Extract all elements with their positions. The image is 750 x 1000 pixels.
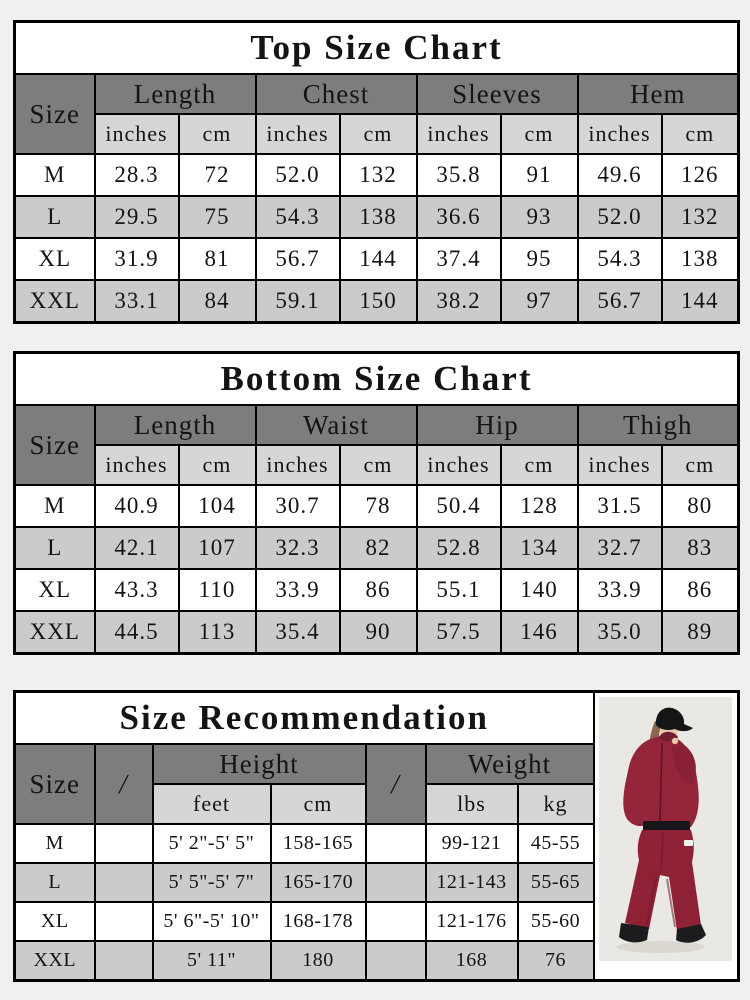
table-row — [15, 74, 739, 114]
unit-header: inches — [256, 445, 340, 485]
data-cell: 5' 11" — [153, 941, 271, 981]
data-cell: 38.2 — [417, 280, 501, 323]
unit-header: inches — [417, 445, 501, 485]
table-row — [15, 114, 739, 154]
data-cell: 33.9 — [578, 569, 662, 611]
data-cell: 158-165 — [271, 824, 366, 863]
data-cell: 5' 6"-5' 10" — [153, 902, 271, 941]
data-cell: 128 — [501, 485, 578, 527]
size-row-label: M — [15, 154, 95, 196]
group-header-hip: Hip — [417, 405, 578, 445]
data-cell: 43.3 — [95, 569, 179, 611]
data-cell: 132 — [340, 154, 417, 196]
data-cell: 78 — [340, 485, 417, 527]
empty-cell — [95, 941, 153, 981]
data-cell: 144 — [662, 280, 739, 323]
data-cell: 31.9 — [95, 238, 179, 280]
data-cell: 56.7 — [256, 238, 340, 280]
data-cell: 121-143 — [426, 863, 518, 902]
data-cell: 134 — [501, 527, 578, 569]
table-row — [15, 405, 739, 445]
data-cell: 37.4 — [417, 238, 501, 280]
size-row-label: L — [15, 863, 95, 902]
data-cell: 138 — [340, 196, 417, 238]
data-cell: 54.3 — [578, 238, 662, 280]
unit-header: cm — [179, 445, 256, 485]
data-cell: 93 — [501, 196, 578, 238]
data-cell: 33.1 — [95, 280, 179, 323]
table-row — [15, 485, 739, 527]
data-cell: 42.1 — [95, 527, 179, 569]
empty-cell — [366, 863, 426, 902]
data-cell: 28.3 — [95, 154, 179, 196]
group-header-weight: Weight — [426, 744, 594, 784]
data-cell: 140 — [501, 569, 578, 611]
data-cell: 52.8 — [417, 527, 501, 569]
data-cell: 5' 5"-5' 7" — [153, 863, 271, 902]
data-cell: 45-55 — [518, 824, 594, 863]
unit-header: cm — [340, 445, 417, 485]
empty-cell — [95, 902, 153, 941]
unit-header: cm — [501, 445, 578, 485]
data-cell: 80 — [662, 485, 739, 527]
size-header: Size — [15, 405, 95, 485]
empty-cell — [366, 941, 426, 981]
table-row — [15, 611, 739, 654]
data-cell: 83 — [662, 527, 739, 569]
recommendation-title: Size Recommendation — [15, 692, 594, 745]
data-cell: 55-60 — [518, 902, 594, 941]
data-cell: 35.4 — [256, 611, 340, 654]
data-cell: 86 — [662, 569, 739, 611]
bottom-chart-title: Bottom Size Chart — [15, 353, 739, 406]
table-row — [15, 445, 739, 485]
unit-header-feet: feet — [153, 784, 271, 824]
floor-shadow — [617, 941, 705, 953]
data-cell: 35.8 — [417, 154, 501, 196]
unit-header: inches — [417, 114, 501, 154]
data-cell: 89 — [662, 611, 739, 654]
size-row-label: XL — [15, 238, 95, 280]
unit-header-cm: cm — [271, 784, 366, 824]
data-cell: 33.9 — [256, 569, 340, 611]
hip-tag — [684, 840, 693, 846]
bottom-size-chart-table — [13, 351, 740, 655]
table-row — [15, 238, 739, 280]
hand-shape — [671, 738, 677, 744]
data-cell: 107 — [179, 527, 256, 569]
data-cell: 113 — [179, 611, 256, 654]
unit-header: cm — [662, 445, 739, 485]
size-row-label: XL — [15, 569, 95, 611]
group-header-height: Height — [153, 744, 366, 784]
data-cell: 55.1 — [417, 569, 501, 611]
data-cell: 75 — [179, 196, 256, 238]
data-cell: 56.7 — [578, 280, 662, 323]
group-header-length: Length — [95, 405, 256, 445]
data-cell: 32.3 — [256, 527, 340, 569]
data-cell: 180 — [271, 941, 366, 981]
table-row — [15, 22, 739, 75]
top-chart-title: Top Size Chart — [15, 22, 739, 75]
data-cell: 150 — [340, 280, 417, 323]
unit-header: inches — [578, 445, 662, 485]
data-cell: 76 — [518, 941, 594, 981]
data-cell: 110 — [179, 569, 256, 611]
data-cell: 97 — [501, 280, 578, 323]
table-row — [15, 692, 739, 745]
unit-header: cm — [179, 114, 256, 154]
data-cell: 29.5 — [95, 196, 179, 238]
size-header: Size — [15, 74, 95, 154]
table-row — [15, 527, 739, 569]
empty-cell — [95, 863, 153, 902]
data-cell: 126 — [662, 154, 739, 196]
empty-cell — [366, 824, 426, 863]
data-cell: 49.6 — [578, 154, 662, 196]
group-header-thigh: Thigh — [578, 405, 739, 445]
data-cell: 52.0 — [578, 196, 662, 238]
size-row-label: L — [15, 527, 95, 569]
data-cell: 146 — [501, 611, 578, 654]
data-cell: 81 — [179, 238, 256, 280]
data-cell: 30.7 — [256, 485, 340, 527]
data-cell: 50.4 — [417, 485, 501, 527]
top-size-chart-table — [13, 20, 740, 324]
size-row-label: XXL — [15, 611, 95, 654]
data-cell: 59.1 — [256, 280, 340, 323]
unit-header: cm — [501, 114, 578, 154]
table-row — [15, 353, 739, 406]
size-header: Size — [15, 744, 95, 824]
model-photo — [594, 692, 739, 981]
data-cell: 99-121 — [426, 824, 518, 863]
data-cell: 35.0 — [578, 611, 662, 654]
data-cell: 54.3 — [256, 196, 340, 238]
size-row-label: XXL — [15, 280, 95, 323]
data-cell: 95 — [501, 238, 578, 280]
data-cell: 72 — [179, 154, 256, 196]
unit-header: inches — [95, 445, 179, 485]
group-header-hem: Hem — [578, 74, 739, 114]
data-cell: 168-178 — [271, 902, 366, 941]
data-cell: 144 — [340, 238, 417, 280]
data-cell: 168 — [426, 941, 518, 981]
table-row — [15, 569, 739, 611]
data-cell: 31.5 — [578, 485, 662, 527]
empty-cell — [366, 902, 426, 941]
unit-header: cm — [662, 114, 739, 154]
data-cell: 55-65 — [518, 863, 594, 902]
data-cell: 5' 2"-5' 5" — [153, 824, 271, 863]
data-cell: 32.7 — [578, 527, 662, 569]
group-header-length: Length — [95, 74, 256, 114]
group-header-sleeves: Sleeves — [417, 74, 578, 114]
group-header-chest: Chest — [256, 74, 417, 114]
data-cell: 84 — [179, 280, 256, 323]
data-cell: 86 — [340, 569, 417, 611]
data-cell: 138 — [662, 238, 739, 280]
model-photo-illustration — [599, 697, 732, 961]
slash-header: / — [366, 744, 426, 824]
data-cell: 82 — [340, 527, 417, 569]
size-row-label: M — [15, 824, 95, 863]
data-cell: 121-176 — [426, 902, 518, 941]
table-row — [15, 154, 739, 196]
data-cell: 36.6 — [417, 196, 501, 238]
slash-header: / — [95, 744, 153, 824]
group-header-waist: Waist — [256, 405, 417, 445]
size-row-label: XXL — [15, 941, 95, 981]
size-row-label: L — [15, 196, 95, 238]
data-cell: 90 — [340, 611, 417, 654]
table-row — [15, 280, 739, 323]
unit-header-kg: kg — [518, 784, 594, 824]
size-recommendation-table — [13, 690, 740, 982]
data-cell: 44.5 — [95, 611, 179, 654]
size-row-label: XL — [15, 902, 95, 941]
table-row — [15, 196, 739, 238]
unit-header: inches — [578, 114, 662, 154]
data-cell: 91 — [501, 154, 578, 196]
data-cell: 132 — [662, 196, 739, 238]
size-row-label: M — [15, 485, 95, 527]
unit-header: cm — [340, 114, 417, 154]
unit-header: inches — [95, 114, 179, 154]
data-cell: 165-170 — [271, 863, 366, 902]
data-cell: 104 — [179, 485, 256, 527]
data-cell: 57.5 — [417, 611, 501, 654]
empty-cell — [95, 824, 153, 863]
unit-header-lbs: lbs — [426, 784, 518, 824]
data-cell: 40.9 — [95, 485, 179, 527]
unit-header: inches — [256, 114, 340, 154]
data-cell: 52.0 — [256, 154, 340, 196]
